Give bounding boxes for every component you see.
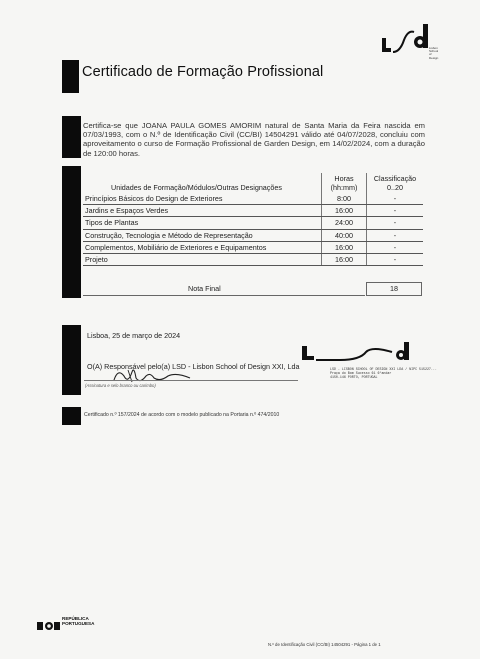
module-hours: 24:00: [322, 217, 367, 229]
republic-label: [62, 617, 94, 627]
module-name: Jardins e Espaços Verdes: [83, 205, 322, 217]
place-date: Lisboa, 25 de março de 2024: [87, 331, 181, 340]
table-row: [83, 241, 423, 253]
page-title: Certificado de Formação Profissional: [82, 64, 324, 80]
final-grade-label: Nota Final: [188, 284, 221, 293]
signature-line: [84, 380, 298, 381]
header-modules: Unidades de Formação/Módulos/Outras Designações: [111, 183, 282, 192]
table-header: [83, 173, 423, 193]
module-grade: -: [367, 253, 424, 265]
final-grade-value: 18: [366, 282, 422, 296]
margin-bar-body: [62, 116, 81, 158]
margin-bar-signature: [62, 325, 81, 395]
module-name: Complementos, Mobiliário de Exteriores e Equipamentos: [83, 241, 322, 253]
signature-note: (Assinatura e selo branco ou carimbo): [85, 383, 156, 388]
header-hours: Horas (hh:mm): [322, 173, 367, 193]
module-grade: -: [367, 217, 424, 229]
table-row: [83, 253, 423, 265]
table-row: [83, 217, 423, 229]
logo-subtext-3: of Design: [429, 52, 439, 60]
table-row: [83, 193, 423, 205]
table-row: [83, 229, 423, 241]
module-hours: 16:00: [322, 253, 367, 265]
certificate-number: Certificado n.º 157/2024 de acordo com o modelo publicado na Portaria n.º 474/2010: [84, 412, 280, 418]
republic-line-2: PORTUGUESA: [62, 620, 95, 626]
table-row: [83, 205, 423, 217]
logo-subtext-2: School: [429, 49, 439, 54]
margin-bar-title: [62, 60, 79, 93]
module-name: Princípios Básicos do Design de Exteriores: [83, 193, 322, 205]
stamp-line: LSD - LISBON SCHOOL OF DESIGN XXI LDA / NIPC 515227...: [330, 367, 437, 371]
stamp-line: Praça do Bom Sucesso 61 6ºandar: [330, 371, 392, 376]
module-hours: 8:00: [322, 193, 367, 205]
lsd-logo: [380, 22, 440, 62]
module-name: Projeto: [83, 253, 322, 265]
republic-line-1: REPÚBLICA: [62, 616, 89, 621]
final-grade-rule: [83, 295, 365, 296]
module-name: Tipos de Plantas: [83, 217, 322, 229]
margin-bar-table: [62, 166, 81, 298]
republic-emblem: [37, 618, 61, 628]
logo-subtext-1: Lisbon: [429, 46, 438, 50]
modules-table: [83, 173, 423, 266]
responsible-entity: O(A) Responsável pelo(a) LSD - Lisbon School of Design XXI, Lda: [87, 362, 300, 371]
certificate-body: Certifica-se que JOANA PAULA GOMES AMORIM natural de Santa Maria da Feira nascida em 07/03/1993, com o N.º de Identificação Civil (CC/BI) 14504291 válido até 04/07/2028, concluiu com aproveitamento o curso de Formação Profissional de Garden Design, em 14/02/2024, com a duração de 120:00 horas.: [83, 121, 425, 158]
module-hours: 16:00: [322, 241, 367, 253]
module-name: Construção, Tecnologia e Método de Representação: [83, 229, 322, 241]
module-hours: 40:00: [322, 229, 367, 241]
module-grade: -: [367, 205, 424, 217]
module-hours: 16:00: [322, 205, 367, 217]
module-grade: -: [367, 193, 424, 205]
module-grade: -: [367, 241, 424, 253]
margin-bar-certificate: [62, 407, 81, 425]
module-grade: -: [367, 229, 424, 241]
page-footer: N.º de Identificação Civil (CC/BI) 14504291 - Página 1 de 1: [268, 642, 381, 647]
stamp-logo: [300, 340, 440, 366]
stamp-line: 4150-146 PORTO, PORTUGAL: [330, 375, 378, 380]
company-stamp-text: [330, 367, 437, 380]
header-grade: Classificação 0..20: [367, 173, 424, 193]
